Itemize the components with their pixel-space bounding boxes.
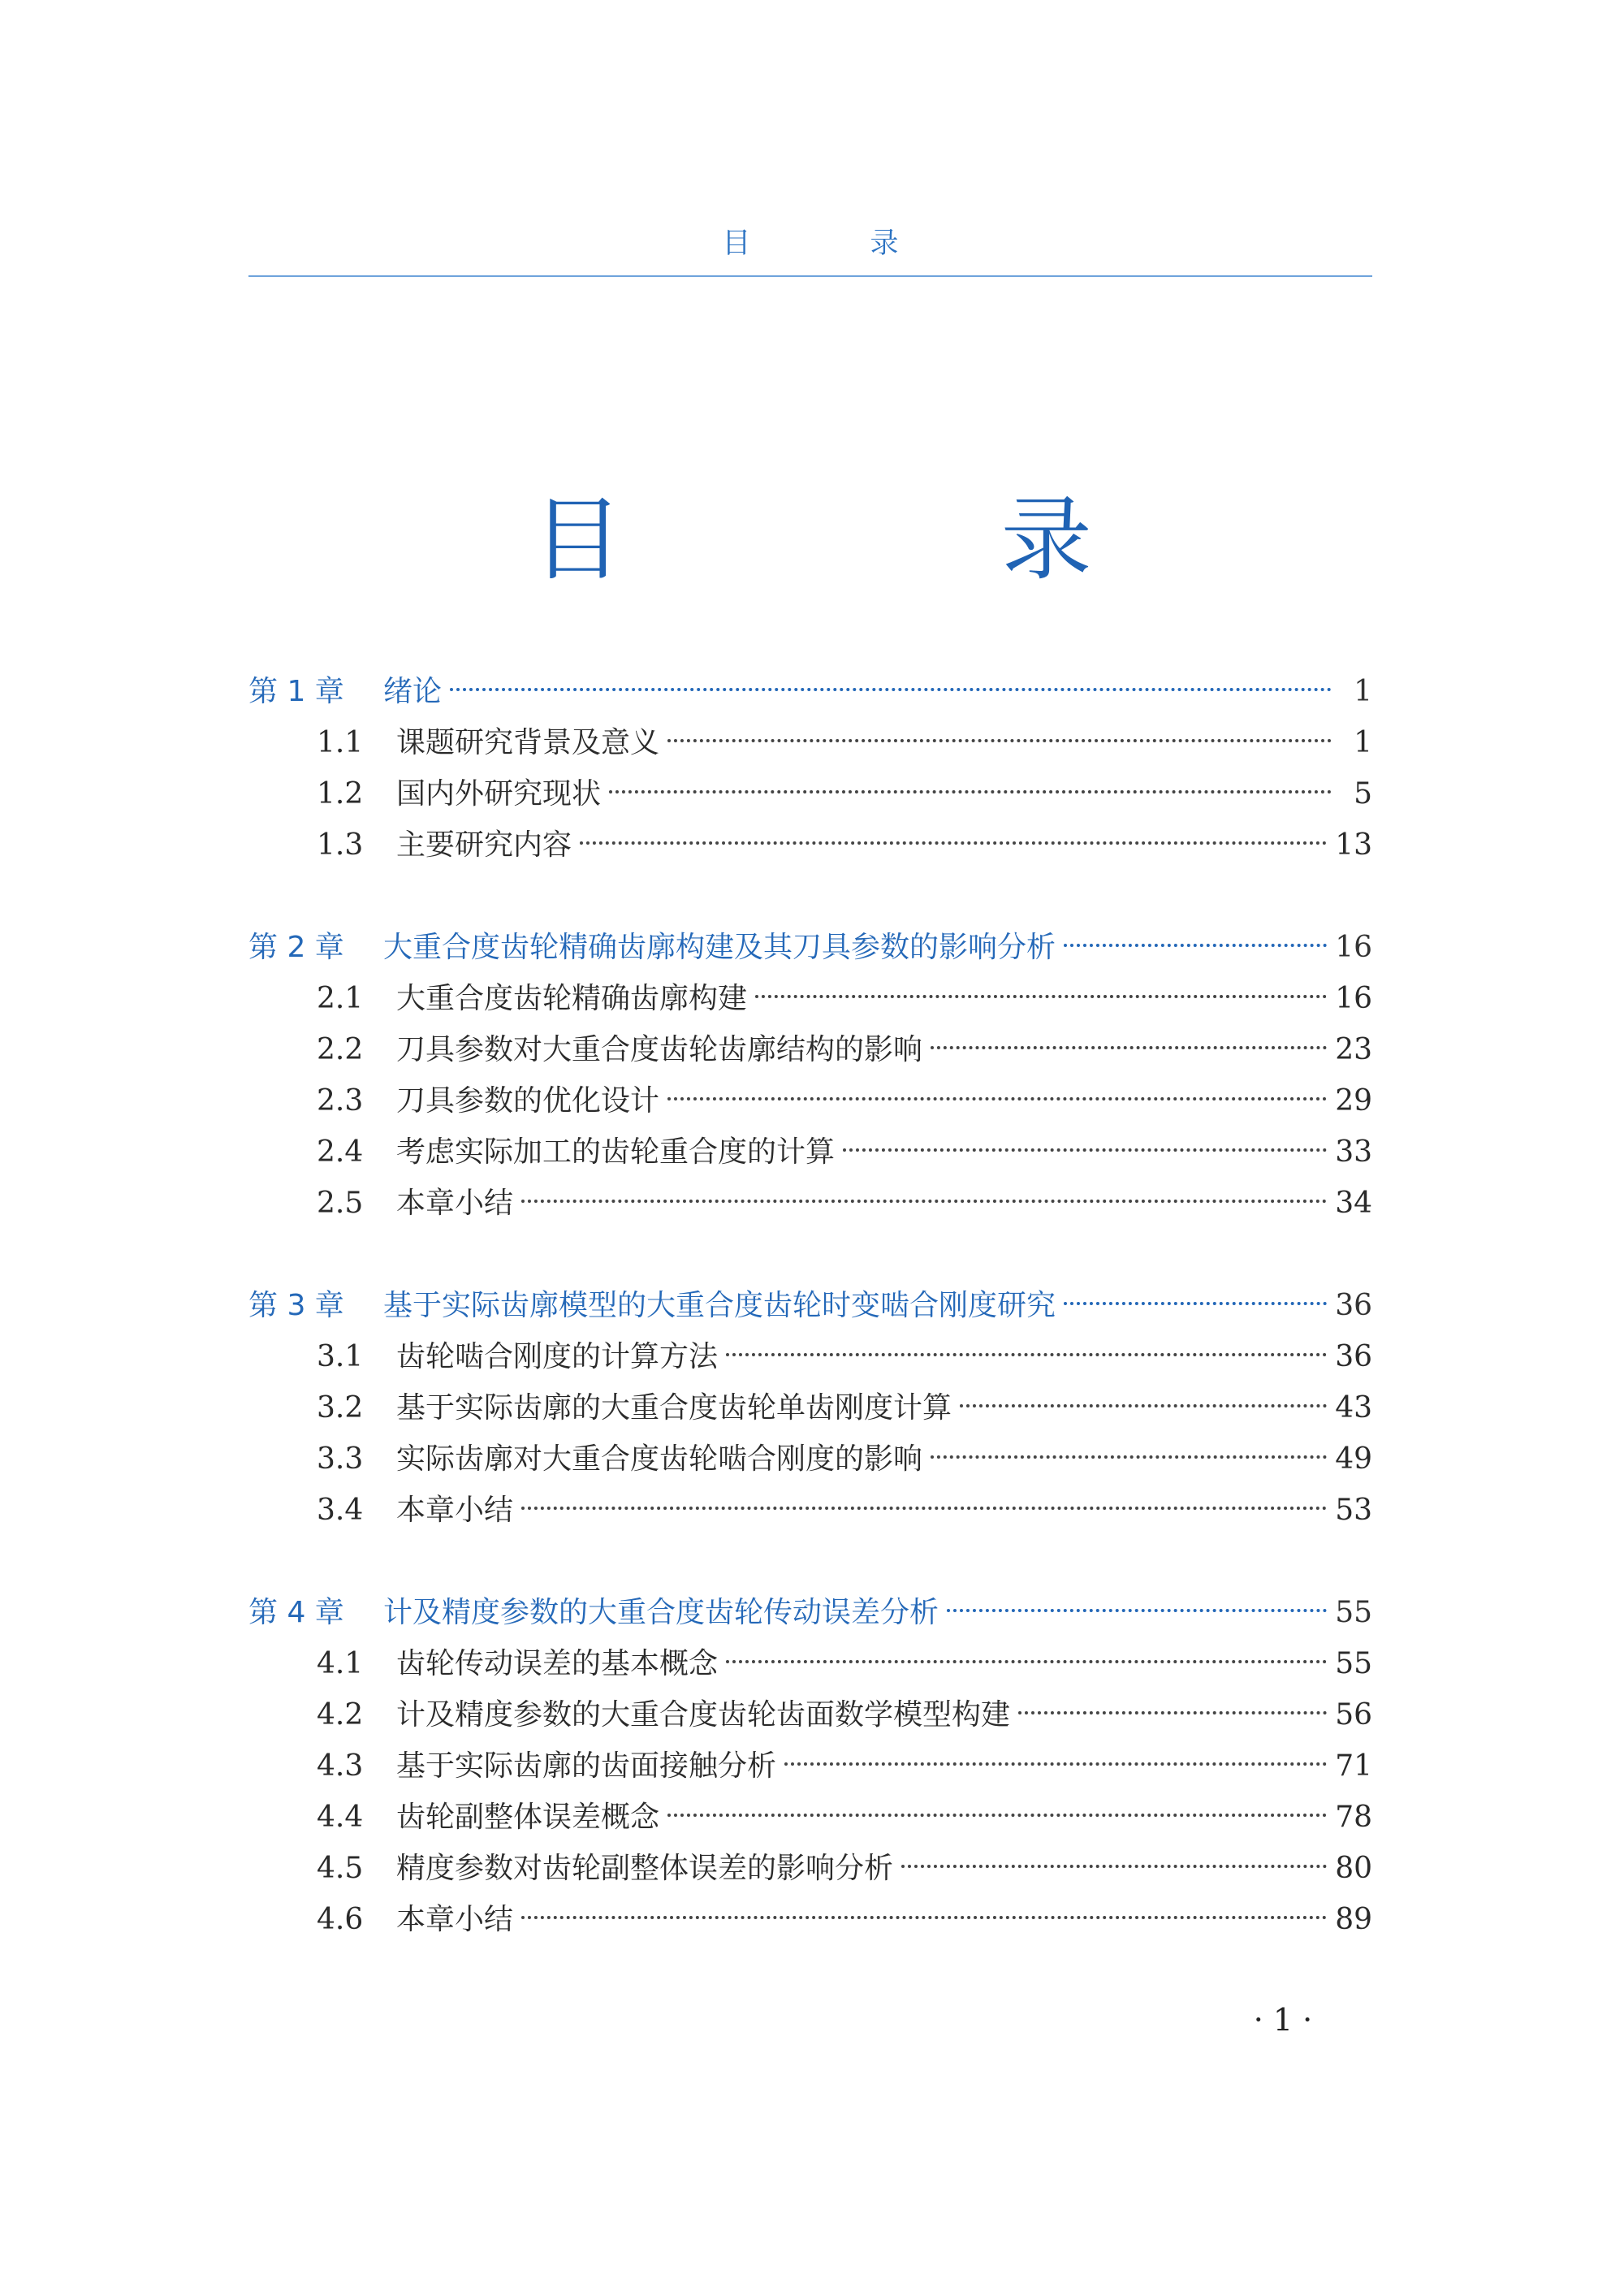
page-number: · 1 · (1253, 2002, 1313, 2038)
entry-page: 1 (1354, 675, 1372, 708)
entry-number: 4.5 (317, 1852, 364, 1885)
dot-leader (667, 1097, 1327, 1100)
entry-title: 基于实际齿廓模型的大重合度齿轮时变啮合刚度研究 (383, 1289, 1056, 1322)
entry-page: 36 (1335, 1289, 1372, 1322)
dot-leader (931, 1455, 1327, 1459)
entry-title: 精度参数对齿轮副整体误差的影响分析 (396, 1852, 894, 1885)
running-header: 目 录 (722, 227, 954, 260)
dot-leader (667, 739, 1332, 742)
toc-section-entry[interactable] (248, 973, 1372, 1024)
toc-chapter-entry[interactable] (248, 922, 1372, 973)
dot-leader (726, 1353, 1327, 1356)
table-of-contents (248, 666, 1372, 1996)
dot-leader (931, 1046, 1327, 1049)
entry-page: 43 (1335, 1391, 1372, 1425)
entry-page: 1 (1354, 726, 1372, 759)
entry-title: 基于实际齿廓的大重合度齿轮单齿刚度计算 (396, 1391, 952, 1425)
entry-number: 4.4 (317, 1801, 364, 1834)
entry-number: 1.2 (317, 777, 364, 811)
entry-number: 2.4 (317, 1135, 364, 1169)
entry-title: 主要研究内容 (396, 828, 572, 862)
entry-page: 55 (1335, 1596, 1372, 1629)
dot-leader (755, 995, 1327, 998)
entry-page: 80 (1335, 1852, 1372, 1885)
entry-number: 2.1 (317, 982, 364, 1015)
entry-title: 课题研究背景及意义 (396, 726, 660, 759)
entry-title: 实际齿廓对大重合度齿轮啮合刚度的影响 (396, 1442, 923, 1476)
toc-section-entry[interactable] (248, 1843, 1372, 1894)
dot-leader (726, 1660, 1327, 1663)
entry-number: 3.1 (317, 1340, 364, 1373)
entry-number: 第 1 章 (248, 675, 344, 708)
toc-title: 目 录 (532, 487, 1267, 593)
entry-page: 71 (1335, 1749, 1372, 1783)
entry-title: 本章小结 (396, 1187, 514, 1220)
toc-section-entry[interactable] (248, 1894, 1372, 1945)
dot-leader (843, 1148, 1327, 1152)
entry-page: 13 (1335, 828, 1372, 862)
entry-title: 大重合度齿轮精确齿廓构建 (396, 982, 748, 1015)
dot-leader (901, 1865, 1327, 1868)
entry-title: 计及精度参数的大重合度齿轮齿面数学模型构建 (396, 1698, 1011, 1732)
entry-title: 齿轮副整体误差概念 (396, 1801, 660, 1834)
dot-leader (521, 1507, 1327, 1510)
toc-section-entry[interactable] (248, 1485, 1372, 1536)
dot-leader (960, 1404, 1327, 1407)
toc-section-entry[interactable] (248, 1433, 1372, 1485)
entry-page: 33 (1335, 1135, 1372, 1169)
entry-number: 3.3 (317, 1442, 364, 1476)
entry-page: 56 (1335, 1698, 1372, 1732)
entry-number: 4.3 (317, 1749, 364, 1783)
toc-chapter (248, 666, 1372, 871)
entry-page: 89 (1335, 1903, 1372, 1936)
entry-title: 齿轮传动误差的基本概念 (396, 1647, 719, 1680)
entry-number: 4.6 (317, 1903, 364, 1936)
entry-title: 基于实际齿廓的齿面接触分析 (396, 1749, 777, 1783)
toc-section-entry[interactable] (248, 1382, 1372, 1433)
toc-section-entry[interactable] (248, 1331, 1372, 1382)
entry-number: 4.2 (317, 1698, 364, 1732)
entry-page: 16 (1335, 982, 1372, 1015)
toc-section-entry[interactable] (248, 1024, 1372, 1075)
entry-title: 刀具参数对大重合度齿轮齿廓结构的影响 (396, 1033, 923, 1066)
toc-section-entry[interactable] (248, 1178, 1372, 1229)
entry-title: 考虑实际加工的齿轮重合度的计算 (396, 1135, 836, 1169)
dot-leader (1018, 1711, 1327, 1714)
toc-section-entry[interactable] (248, 1126, 1372, 1178)
dot-leader (450, 688, 1332, 691)
entry-title: 大重合度齿轮精确齿廓构建及其刀具参数的影响分析 (383, 931, 1056, 964)
entry-page: 78 (1335, 1801, 1372, 1834)
toc-section-entry[interactable] (248, 1075, 1372, 1126)
entry-title: 国内外研究现状 (396, 777, 602, 811)
dot-leader (667, 1814, 1327, 1817)
toc-section-entry[interactable] (248, 1792, 1372, 1843)
entry-number: 第 3 章 (248, 1289, 344, 1322)
entry-page: 49 (1335, 1442, 1372, 1476)
entry-title: 齿轮啮合刚度的计算方法 (396, 1340, 719, 1373)
dot-leader (1064, 1302, 1327, 1305)
entry-title: 本章小结 (396, 1903, 514, 1936)
toc-chapter-entry[interactable] (248, 666, 1372, 717)
dot-leader (1064, 944, 1327, 947)
toc-section-entry[interactable] (248, 768, 1372, 819)
toc-section-entry[interactable] (248, 1638, 1372, 1689)
dot-leader (947, 1609, 1327, 1612)
dot-leader (580, 841, 1327, 845)
entry-page: 23 (1335, 1033, 1372, 1066)
entry-number: 2.3 (317, 1084, 364, 1118)
toc-chapter (248, 922, 1372, 1229)
entry-page: 5 (1354, 777, 1372, 811)
toc-section-entry[interactable] (248, 717, 1372, 768)
entry-title: 绪论 (383, 675, 443, 708)
entry-number: 2.2 (317, 1033, 364, 1066)
entry-number: 2.5 (317, 1187, 364, 1220)
toc-chapter (248, 1587, 1372, 1945)
entry-number: 1.3 (317, 828, 364, 862)
entry-page: 55 (1335, 1647, 1372, 1680)
entry-number: 4.1 (317, 1647, 364, 1680)
toc-chapter (248, 1280, 1372, 1536)
entry-title: 计及精度参数的大重合度齿轮传动误差分析 (383, 1596, 939, 1629)
entry-page: 16 (1335, 931, 1372, 964)
entry-number: 3.2 (317, 1391, 364, 1425)
toc-section-entry[interactable] (248, 1740, 1372, 1792)
toc-section-entry[interactable] (248, 819, 1372, 871)
entry-page: 36 (1335, 1340, 1372, 1373)
entry-page: 29 (1335, 1084, 1372, 1118)
toc-section-entry[interactable] (248, 1689, 1372, 1740)
entry-number: 第 2 章 (248, 931, 344, 964)
toc-chapter-entry[interactable] (248, 1587, 1372, 1638)
dot-leader (609, 790, 1332, 793)
entry-title: 本章小结 (396, 1494, 514, 1527)
dot-leader (521, 1200, 1327, 1203)
entry-number: 3.4 (317, 1494, 364, 1527)
toc-chapter-entry[interactable] (248, 1280, 1372, 1331)
dot-leader (784, 1762, 1327, 1766)
entry-title: 刀具参数的优化设计 (396, 1084, 660, 1118)
entry-page: 34 (1335, 1187, 1372, 1220)
entry-page: 53 (1335, 1494, 1372, 1527)
header-rule (248, 275, 1372, 277)
dot-leader (521, 1916, 1327, 1919)
entry-number: 1.1 (317, 726, 364, 759)
entry-number: 第 4 章 (248, 1596, 344, 1629)
